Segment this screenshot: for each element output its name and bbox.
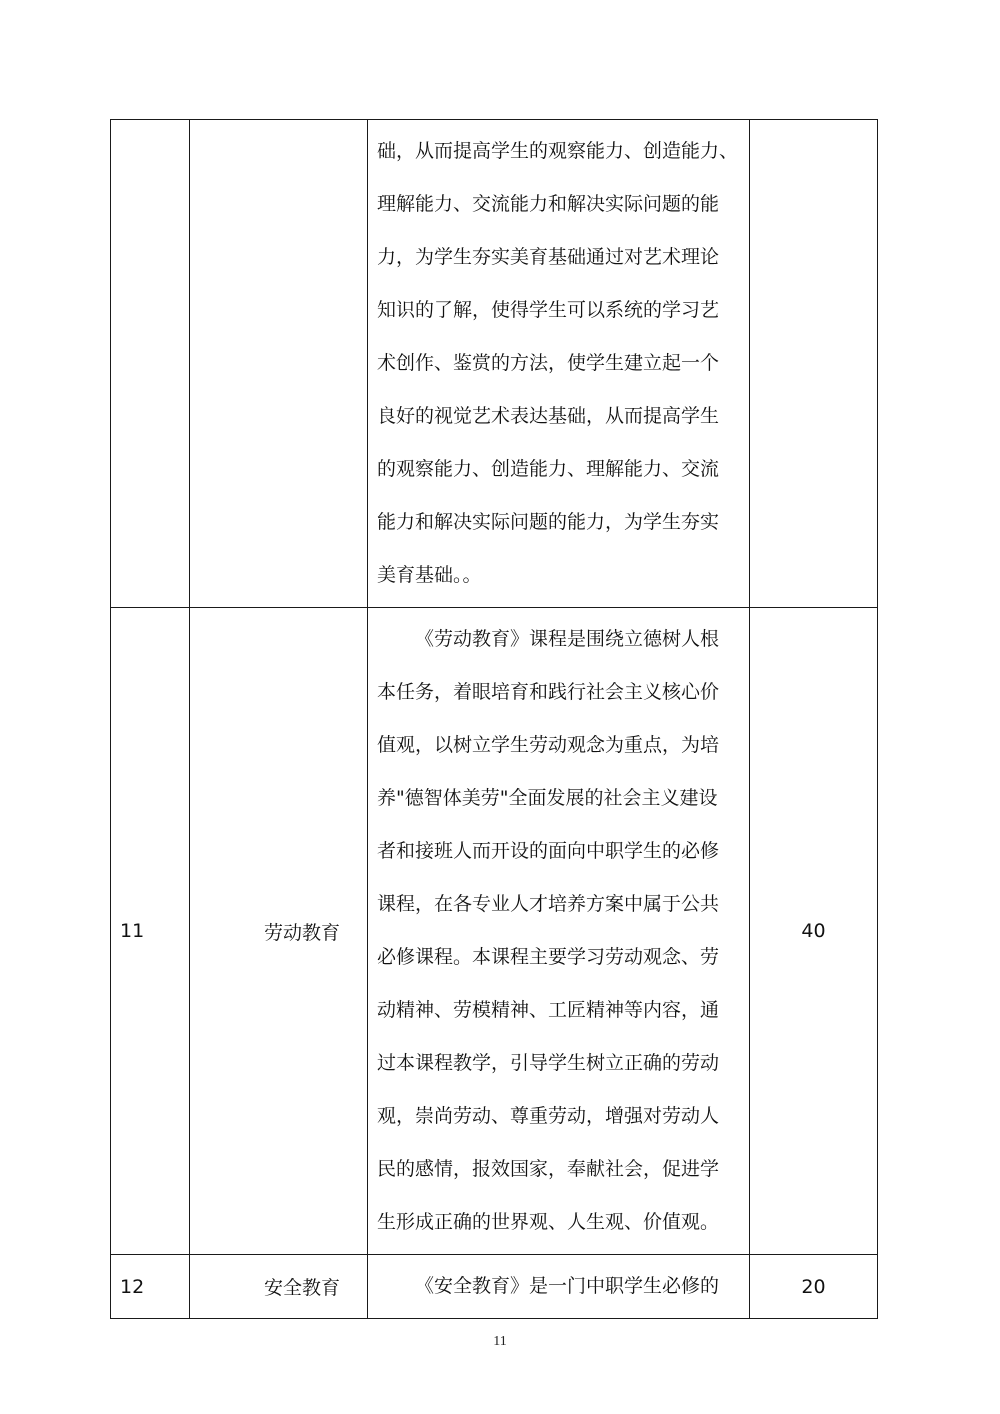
- description-line: 者和接班人而开设的面向中职学生的必修: [377, 840, 720, 862]
- description-line: 知识的了解，使得学生可以系统的学习艺: [377, 299, 720, 321]
- description-line: 过本课程教学，引导学生树立正确的劳动: [377, 1052, 720, 1074]
- row-number-cell: [111, 120, 190, 608]
- description-line: 术创作、鉴赏的方法，使学生建立起一个: [377, 352, 720, 374]
- page-number: 11: [493, 1334, 507, 1349]
- description-line: 生形成正确的世界观、人生观、价值观。: [377, 1211, 720, 1233]
- description-line: 课程，在各专业人才培养方案中属于公共: [377, 893, 720, 915]
- description-line: 值观，以树立学生劳动观念为重点，为培: [377, 734, 720, 756]
- description-line: 理解能力、交流能力和解决实际问题的能: [377, 193, 720, 215]
- course-hours-cell: 40: [750, 608, 878, 1255]
- row-number-cell: 12: [111, 1255, 190, 1319]
- description-line: 《劳动教育》课程是围绕立德树人根: [415, 628, 720, 650]
- course-description-cell: [368, 1255, 750, 1319]
- table-row: [111, 608, 878, 1255]
- description-line: 力，为学生夯实美育基础通过对艺术理论: [377, 246, 720, 268]
- description-line: 良好的视觉艺术表达基础，从而提高学生: [377, 405, 720, 427]
- description-line: 养"德智体美劳"全面发展的社会主义建设: [377, 787, 718, 809]
- description-line: 美育基础。。: [377, 564, 482, 586]
- course-table: [110, 119, 878, 1319]
- description-line: 动精神、劳模精神、工匠精神等内容，通: [377, 999, 720, 1021]
- description-line: 的观察能力、创造能力、理解能力、交流: [377, 458, 720, 480]
- course-hours-cell: 20: [750, 1255, 878, 1319]
- description-line: 必修课程。本课程主要学习劳动观念、劳: [377, 946, 720, 968]
- course-name-cell: 安全教育: [190, 1255, 368, 1319]
- row-number-cell: 11: [111, 608, 190, 1255]
- course-name-cell: [190, 120, 368, 608]
- description-line: 础，从而提高学生的观察能力、创造能力、: [377, 140, 739, 162]
- course-name-cell: 劳动教育: [190, 608, 368, 1255]
- description-line: 观，崇尚劳动、尊重劳动，增强对劳动人: [377, 1105, 720, 1127]
- table-row: [111, 1255, 878, 1319]
- course-hours-cell: [750, 120, 878, 608]
- table-row: [111, 120, 878, 608]
- description-line: 能力和解决实际问题的能力，为学生夯实: [377, 511, 720, 533]
- description-line: 《安全教育》是一门中职学生必修的: [415, 1275, 720, 1297]
- course-description-cell: [368, 120, 750, 608]
- description-line: 本任务，着眼培育和践行社会主义核心价: [377, 681, 720, 703]
- description-line: 民的感情，报效国家，奉献社会，促进学: [377, 1158, 720, 1180]
- course-description-cell: [368, 608, 750, 1255]
